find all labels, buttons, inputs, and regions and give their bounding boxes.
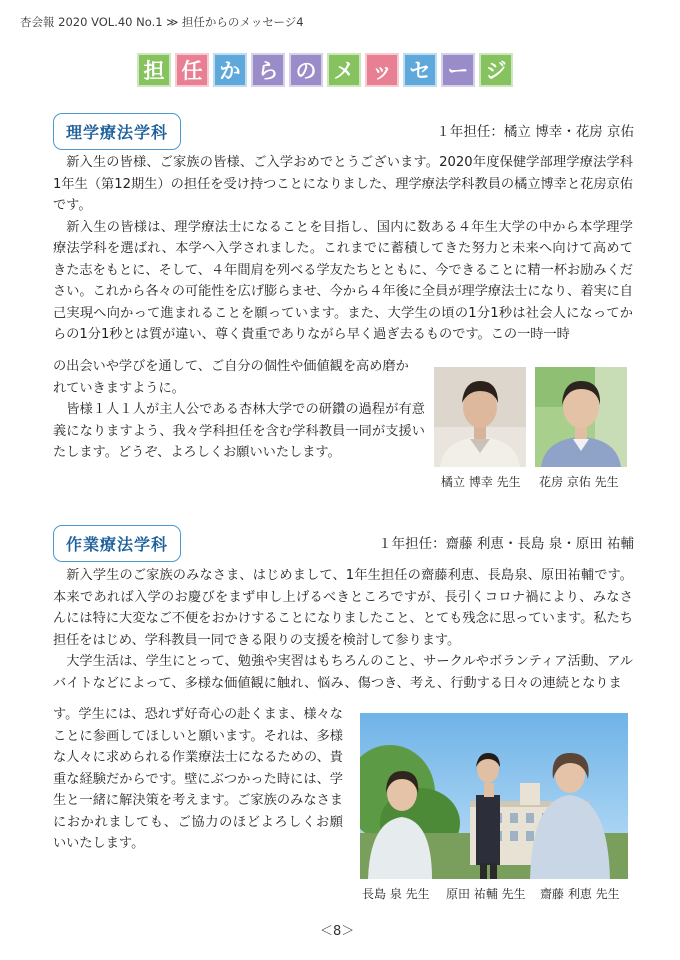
- title-char: ジ: [479, 53, 513, 87]
- pt-paragraph-2-end: れていきますように。: [53, 380, 185, 396]
- photo-ot-teachers: [360, 713, 628, 879]
- ot-paragraph-2: 大学生活は、学生にとって、勉強や実習はもちろんのこと、サークルやボランティア活動、アルバイトなどによって、多様な価値観に触れ、悩み、傷つき、考え、行動する日々の連続となりま: [53, 654, 633, 691]
- title-char: ら: [251, 53, 285, 87]
- title-char: ー: [441, 53, 475, 87]
- title-char: 担: [137, 53, 171, 87]
- title-char: の: [289, 53, 323, 87]
- page-number: ＜8＞: [320, 924, 355, 939]
- pt-paragraph-2-cont: の出会いや学びを通して、ご自分の個性や価値観を高め磨か: [53, 359, 409, 374]
- caption-hanafusa: 花房 京佑 先生: [539, 475, 619, 489]
- ot-body-bottom: [53, 704, 343, 855]
- page-title: [137, 53, 513, 87]
- ot-dept-label: 作業療法学科: [53, 525, 181, 562]
- title-char: 任: [175, 53, 209, 87]
- caption-saito: 齋藤 利恵 先生: [540, 887, 620, 901]
- ot-paragraph-1: 新入学生のご家族のみなさま、はじめまして、1年生担任の齋藤利恵、長島泉、原田祐輔です。本来であれば入学のお慶びをまず申し上げるべきところですが、長引くコロナ禍により、みなさんには特に大変なご不便をおかけすることになりましたこと、とても残念に思っています。私たち担任をはじめ、学科教員一同できる限りの支援を検討して参ります。: [53, 568, 633, 648]
- photo-tachibana: [434, 367, 526, 467]
- caption-nagashima: 長島 泉 先生: [362, 887, 430, 901]
- title-char: セ: [403, 53, 437, 87]
- ot-body-top: [53, 565, 633, 694]
- pt-body-bottom: [53, 356, 425, 464]
- pt-paragraph-2: 新入生の皆様は、理学療法士になることを目指し、国内に数ある４年生大学の中から本学理学療法学科を選ばれ、本学へ入学されました。これまでに蓄積してきた努力と未来へ向けて高めてきた志をもとに、そして、４年間肩を列べる学友たちとともに、今できることに精一杯お励みください。これから各々の可能性を広げ膨らませ、今から４年後に全員が理学療法士になり、着実に自己実現へ向かって進まれることを願っています。また、大学生の頃の1分1秒は社会人になってからの1分1秒とは質が違い、尊く貴重でありながら早く過ぎ去るものです。この一時一時: [53, 219, 633, 342]
- ot-teachers: １年担任：齋藤 利恵・長島 泉・原田 祐輔: [378, 536, 634, 552]
- title-char: ッ: [365, 53, 399, 87]
- title-char: メ: [327, 53, 361, 87]
- caption-harada: 原田 祐輔 先生: [446, 887, 526, 901]
- issue-header: 杏会報 2020 VOL.40 No.1 ≫ 担任からのメッセージ4: [20, 15, 304, 29]
- pt-paragraph-3: 皆様１人１人が主人公である杏林大学での研鑽の過程が有意義になりますよう、我々学科担任を含む学科教員一同が支援いたします。どうぞ、よろしくお願いいたします。: [53, 402, 425, 460]
- photo-hanafusa: [535, 367, 627, 467]
- ot-paragraph-2-cont: す。学生には、恐れず好奇心の赴くまま、様々なことに参画してほしいと願います。それは、多様な人々に求められる作業療法士になるための、貴重な経験だからです。壁にぶつかった時には、学生と一緒に解決策を考えます。ご家族のみなさまにおかれましても、ご協力のほどよろしくお願いいたします。: [53, 707, 343, 851]
- caption-tachibana: 橘立 博幸 先生: [441, 475, 521, 489]
- title-char: か: [213, 53, 247, 87]
- pt-teachers: １年担任：橘立 博幸・花房 京佑: [436, 124, 634, 140]
- pt-paragraph-1: 新入生の皆様、ご家族の皆様、ご入学おめでとうございます。2020年度保健学部理学療法学科1年生（第12期生）の担任を受け持つことになりました、理学療法学科教員の橘立博幸と花房京佑です。: [53, 155, 633, 213]
- pt-body-top: [53, 152, 633, 346]
- pt-dept-label: 理学療法学科: [53, 113, 181, 150]
